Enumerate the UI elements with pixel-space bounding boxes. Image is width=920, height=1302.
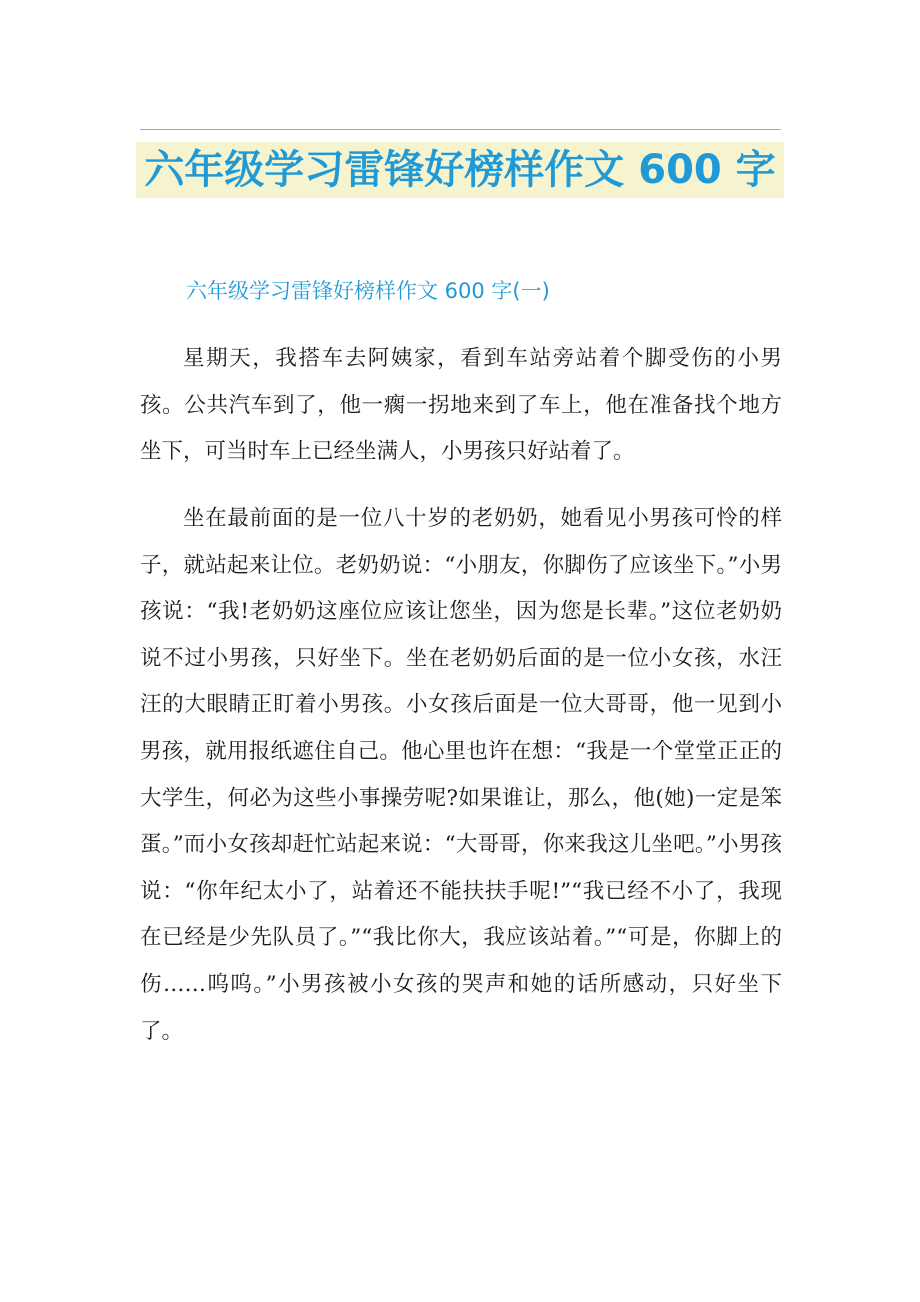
paragraph-1: 星期天，我搭车去阿姨家，看到车站旁站着个脚受伤的小男孩。公共汽车到了，他一瘸一拐地来到了车上，他在准备找个地方坐下，可当时车上已经坐满人，小男孩只好站着了。: [140, 346, 782, 465]
title-container: [0, 142, 920, 198]
paragraph-2: 坐在最前面的是一位八十岁的老奶奶，她看见小男孩可怜的样子，就站起来让位。老奶奶说：“小朋友，你脚伤了应该坐下。”小男孩说：“我!老奶奶这座位应该让您坐，因为您是长辈。”这位老奶奶说不过小男孩，只好坐下。坐在老奶奶后面的是一位小女孩，水汪汪的大眼睛正盯着小男孩。小女孩后面是一位大哥哥，他一见到小男孩，就用报纸遮住自己。他心里也许在想：“我是一个堂堂正正的大学生，何必为这些小事操劳呢?如果谁让，那么，他(她)一定是笨蛋。”而小女孩却赶忙站起来说：“大哥哥，你来我这儿坐吧。”小男孩说：“你年纪太小了，站着还不能扶扶手呢!”“我已经不小了，我现在已经是少先队员了。”“我比你大，我应该站着。”“可是，你脚上的伤……呜呜。”小男孩被小女孩的哭声和她的话所感动，只好坐下了。: [140, 506, 782, 1044]
page-title: 六年级学习雷锋好榜样作文 600 字: [136, 142, 783, 198]
section-heading: 六年级学习雷锋好榜样作文 600 字(一): [186, 279, 550, 303]
header-divider: [140, 129, 781, 130]
